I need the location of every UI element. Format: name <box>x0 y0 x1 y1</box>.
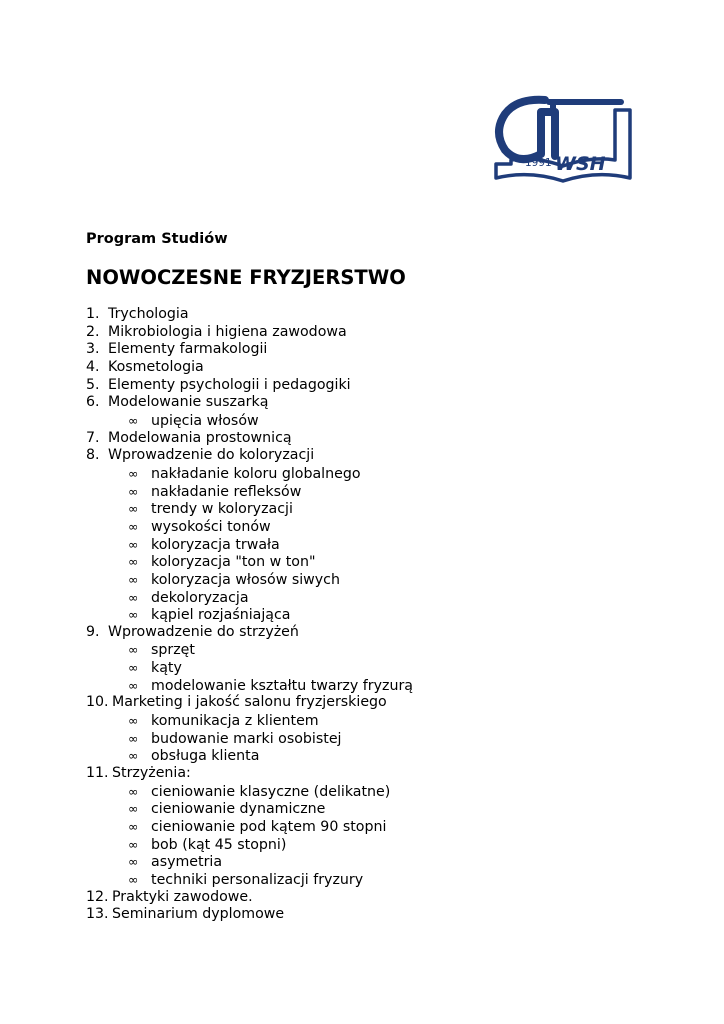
program-subitem <box>86 800 686 818</box>
program-item-number: 3. <box>86 341 100 358</box>
program-subitem-label: bob (kąt 45 stopni) <box>151 836 287 853</box>
infinity-bullet-icon: ∞ <box>128 412 139 428</box>
program-subitem <box>86 536 686 554</box>
program-subitem <box>86 677 686 695</box>
infinity-bullet-icon: ∞ <box>128 642 139 658</box>
program-item-number: 8. <box>86 447 100 464</box>
infinity-bullet-icon: ∞ <box>128 713 139 729</box>
program-subitem-label: trendy w koloryzacji <box>151 501 293 518</box>
program-list <box>86 306 686 924</box>
program-subitem-label: koloryzacja trwała <box>151 536 280 553</box>
program-subitem-label: dekoloryzacja <box>151 589 249 606</box>
program-subitem-label: upięcia włosów <box>151 412 259 429</box>
program-subitem-label: wysokości tonów <box>151 518 271 535</box>
infinity-bullet-icon: ∞ <box>128 536 139 552</box>
program-subitem <box>86 606 686 624</box>
program-subitem-label: nakładanie refleksów <box>151 483 302 500</box>
program-item-number: 11. <box>86 765 109 782</box>
program-item <box>86 906 686 924</box>
program-subitem <box>86 589 686 607</box>
program-item-label: Seminarium dyplomowe <box>112 906 285 923</box>
program-subitem <box>86 659 686 677</box>
program-item <box>86 889 686 907</box>
program-item-label: Elementy psychologii i pedagogiki <box>108 376 351 393</box>
program-subitem-label: kąpiel rozjaśniająca <box>151 607 291 624</box>
program-item <box>86 624 686 642</box>
program-item-label: Mikrobiologia i higiena zawodowa <box>108 323 347 340</box>
program-item-number: 1. <box>86 306 100 322</box>
program-subitem-label: sprzęt <box>151 642 195 659</box>
program-item-label: Wprowadzenie do koloryzacji <box>108 447 315 464</box>
infinity-bullet-icon: ∞ <box>128 607 139 623</box>
program-subitem <box>86 853 686 871</box>
infinity-bullet-icon: ∞ <box>128 589 139 605</box>
program-subitem-label: asymetria <box>151 854 223 871</box>
program-subitem <box>86 818 686 836</box>
program-item <box>86 341 686 359</box>
program-subitem <box>86 836 686 854</box>
program-subitem <box>86 500 686 518</box>
program-item <box>86 306 686 324</box>
program-item <box>86 430 686 448</box>
program-item <box>86 394 686 412</box>
program-subitem <box>86 783 686 801</box>
program-subitem-label: nakładanie koloru globalnego <box>151 465 361 482</box>
infinity-bullet-icon: ∞ <box>128 801 139 817</box>
program-item-number: 9. <box>86 623 100 640</box>
program-item-number: 5. <box>86 376 100 393</box>
program-subitem <box>86 465 686 483</box>
infinity-bullet-icon: ∞ <box>128 872 139 887</box>
program-subitem <box>86 712 686 730</box>
program-subitem-label: techniki personalizacji fryzury <box>151 872 364 888</box>
infinity-bullet-icon: ∞ <box>128 501 139 517</box>
program-subitem-label: budowanie marki osobistej <box>151 730 342 747</box>
infinity-bullet-icon: ∞ <box>128 677 139 693</box>
program-subitem-label: komunikacja z klientem <box>151 713 319 730</box>
infinity-bullet-icon: ∞ <box>128 465 139 481</box>
program-subitem <box>86 553 686 571</box>
program-item-number: 7. <box>86 429 100 446</box>
infinity-bullet-icon: ∞ <box>128 748 139 764</box>
infinity-bullet-icon: ∞ <box>128 483 139 499</box>
program-subitem <box>86 730 686 748</box>
program-item-number: 6. <box>86 394 100 411</box>
program-subtitle: Program Studiów <box>86 231 228 247</box>
infinity-bullet-icon: ∞ <box>128 730 139 746</box>
program-item-label: Marketing i jakość salonu fryzjerskiego <box>112 694 387 711</box>
logo-year: 1991 <box>525 157 552 169</box>
program-item-number: 13. <box>86 906 109 923</box>
program-subitem-label: modelowanie kształtu twarzy fryzurą <box>151 677 413 694</box>
program-subitem-label: cieniowanie pod kątem 90 stopni <box>151 819 387 836</box>
infinity-bullet-icon: ∞ <box>128 836 139 852</box>
infinity-bullet-icon: ∞ <box>128 783 139 799</box>
infinity-bullet-icon: ∞ <box>128 554 139 570</box>
infinity-bullet-icon: ∞ <box>128 518 139 534</box>
program-item-number: 2. <box>86 323 100 340</box>
program-subitem-label: cieniowanie dynamiczne <box>151 801 326 818</box>
program-item-number: 12. <box>86 888 109 905</box>
program-item-number: 10. <box>86 694 109 711</box>
program-item <box>86 324 686 342</box>
program-subitem-label: koloryzacja włosów siwych <box>151 571 340 588</box>
program-item <box>86 447 686 465</box>
program-item-label: Modelowanie suszarką <box>108 394 269 411</box>
program-subitem-label: cieniowanie klasyczne (delikatne) <box>151 783 391 800</box>
program-subitem <box>86 412 686 430</box>
program-item-label: Strzyżenia: <box>112 765 191 782</box>
program-subitem <box>86 483 686 501</box>
program-subitem <box>86 571 686 589</box>
program-subitem <box>86 518 686 536</box>
program-item-label: Elementy farmakologii <box>108 341 268 358</box>
program-item <box>86 359 686 377</box>
program-item-label: Kosmetologia <box>108 358 204 375</box>
infinity-bullet-icon: ∞ <box>128 854 139 870</box>
logo-abbr: WSH <box>555 153 606 175</box>
infinity-bullet-icon: ∞ <box>128 819 139 835</box>
program-item-label: Modelowania prostownicą <box>108 429 292 446</box>
program-subitem-label: koloryzacja "ton w ton" <box>151 554 316 571</box>
program-item-number: 4. <box>86 358 100 375</box>
program-item-label: Trychologia <box>108 306 189 322</box>
program-item-label: Praktyki zawodowe. <box>112 888 253 905</box>
program-item <box>86 765 686 783</box>
program-subitem-label: kąty <box>151 660 182 677</box>
program-subitem-label: obsługa klienta <box>151 748 260 765</box>
wsh-logo <box>493 92 633 186</box>
program-subitem <box>86 747 686 765</box>
program-item <box>86 694 686 712</box>
program-subitem <box>86 641 686 659</box>
program-title: NOWOCZESNE FRYZJERSTWO <box>86 266 406 289</box>
infinity-bullet-icon: ∞ <box>128 660 139 676</box>
infinity-bullet-icon: ∞ <box>128 571 139 587</box>
program-subitem <box>86 871 686 889</box>
program-item <box>86 377 686 395</box>
program-item-label: Wprowadzenie do strzyżeń <box>108 623 299 640</box>
